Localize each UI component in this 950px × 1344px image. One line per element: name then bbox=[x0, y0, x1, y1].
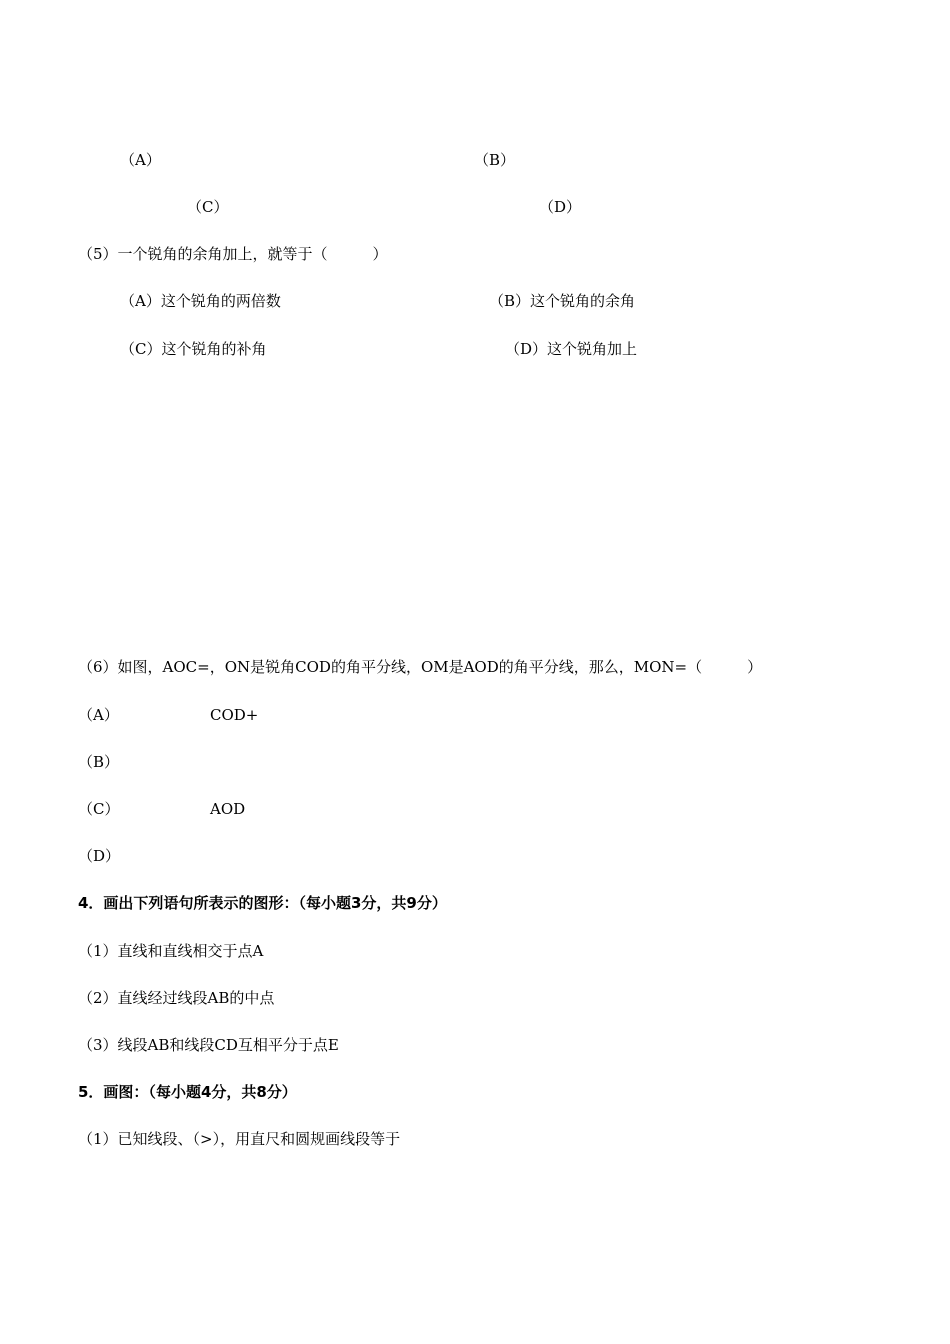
section4-heading: 4．画出下列语句所表示的图形：（每小题3分，共9分） bbox=[78, 894, 447, 912]
section4-item-3: （3）线段AB和线段CD互相平分于点E bbox=[78, 1036, 339, 1054]
q6-option-d-label: （D） bbox=[78, 847, 121, 865]
q5-option-b: （B）这个锐角的余角 bbox=[489, 292, 636, 310]
q6-option-c-label: （C） bbox=[78, 800, 120, 818]
section4-item-2: （2）直线经过线段AB的中点 bbox=[78, 989, 275, 1007]
section5-heading: 5．画图：（每小题4分，共8分） bbox=[78, 1083, 297, 1101]
section4-item-1: （1）直线和直线相交于点A bbox=[78, 942, 264, 960]
q6-option-c-value: AOD bbox=[210, 800, 246, 818]
section5-item-1: （1）已知线段、（>），用直尺和圆规画线段等于 bbox=[78, 1130, 401, 1148]
q5-option-a: （A）这个锐角的两倍数 bbox=[120, 292, 281, 310]
q4-option-c: （C） bbox=[187, 198, 229, 216]
q4-option-b: （B） bbox=[474, 151, 516, 169]
q5-stem: （5）一个锐角的余角加上，就等于（ ） bbox=[78, 245, 388, 263]
q4-option-a: （A） bbox=[120, 151, 161, 169]
q5-option-d: （D）这个锐角加上 bbox=[505, 340, 638, 358]
q6-option-b-label: （B） bbox=[78, 753, 120, 771]
q6-option-a-label: （A） bbox=[78, 706, 119, 724]
q4-option-d: （D） bbox=[539, 198, 582, 216]
q6-option-a-value: COD+ bbox=[210, 706, 259, 724]
q6-stem: （6）如图，AOC=，ON是锐角COD的角平分线，OM是AOD的角平分线，那么，MON=（ ） bbox=[78, 658, 763, 676]
q5-option-c: （C）这个锐角的补角 bbox=[120, 340, 267, 358]
